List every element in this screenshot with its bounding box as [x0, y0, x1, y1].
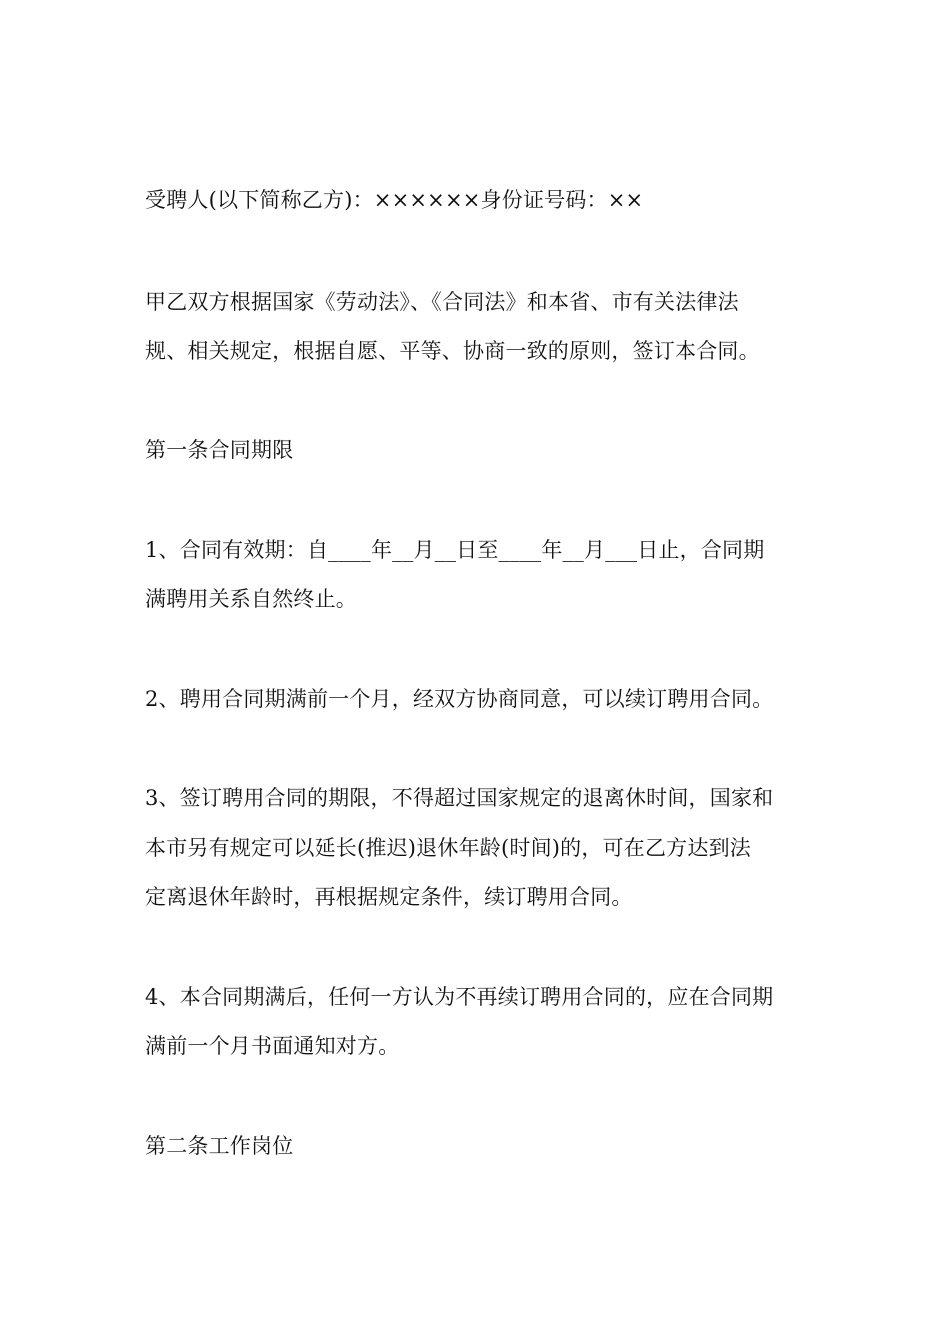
- employee-info-line: 受聘人(以下简称乙方)：××××××身份证号码：××: [145, 188, 644, 212]
- clause-3-line-3: 定离退休年龄时，再根据规定条件，续订聘用合同。: [145, 885, 633, 909]
- preamble-line-1: 甲乙双方根据国家《劳动法》、《合同法》和本省、市有关法律法: [145, 290, 739, 314]
- clause-3-line-1: 3、签订聘用合同的期限，不得超过国家规定的退离休时间，国家和: [145, 786, 774, 810]
- clause-3-line-2: 本市另有规定可以延长(推迟)退休年龄(时间)的，可在乙方达到法: [145, 836, 751, 860]
- article-1-heading: 第一条合同期限: [145, 438, 294, 462]
- preamble-line-2: 规、相关规定，根据自愿、平等、协商一致的原则，签订本合同。: [145, 339, 760, 363]
- clause-1-line-2: 满聘用关系自然终止。: [145, 587, 357, 611]
- clause-4-line-2: 满前一个月书面通知对方。: [145, 1034, 400, 1058]
- clause-1-line-1: 1、合同有效期：自____年__月__日至____年__月___日止，合同期: [145, 538, 765, 562]
- clause-2-line-1: 2、聘用合同期满前一个月，经双方协商同意，可以续订聘用合同。: [145, 687, 774, 711]
- clause-4-line-1: 4、本合同期满后，任何一方认为不再续订聘用合同的，应在合同期: [145, 985, 774, 1009]
- article-2-heading: 第二条工作岗位: [145, 1134, 294, 1158]
